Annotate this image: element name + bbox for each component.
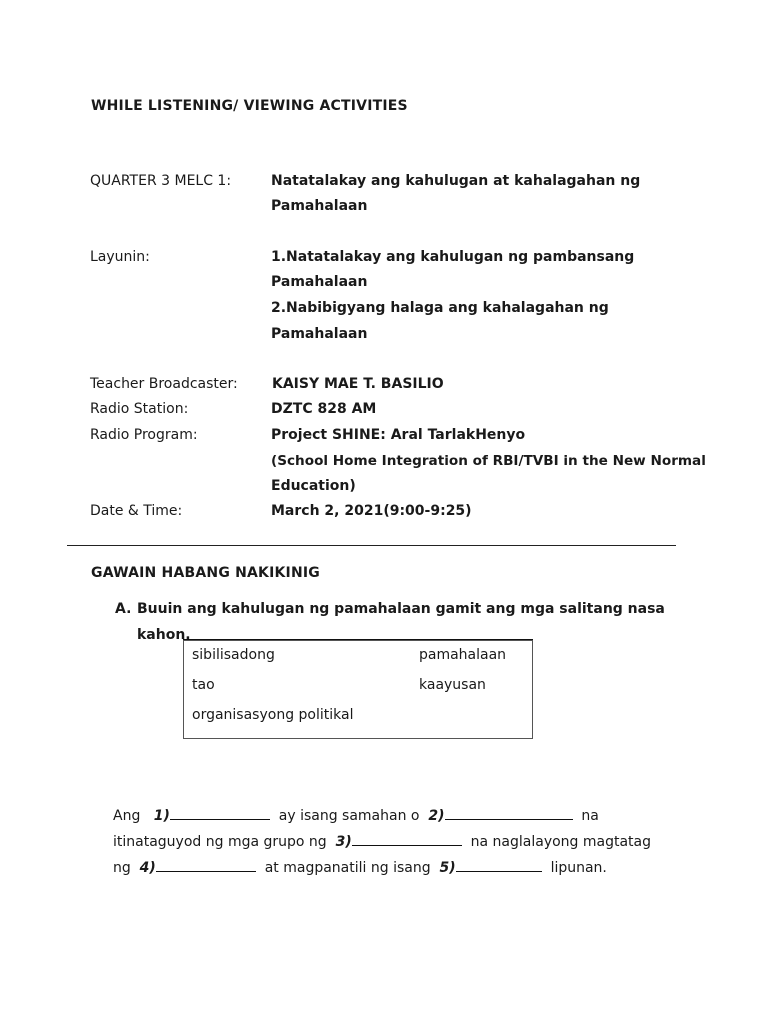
word-bank-item: kaayusan <box>419 677 486 693</box>
program-value-line1: Project SHINE: Aral TarlakHenyo <box>271 427 526 443</box>
teacher-value: KAISY MAE T. BASILIO <box>272 376 444 392</box>
program-value-line3: Education) <box>271 478 356 494</box>
layunin-1-line2: Pamahalaan <box>271 274 368 290</box>
program-value-line2: (School Home Integration of RBI/TVBI in the New Normal <box>271 453 706 469</box>
answer-blank-2[interactable] <box>445 806 573 820</box>
station-value: DZTC 828 AM <box>271 401 377 417</box>
quarter-value-line1: Natatalakay ang kahulugan at kahalagahan ng <box>271 173 641 189</box>
activity-title: GAWAIN HABANG NAKIKINIG <box>91 565 320 581</box>
sentence-text: ay isang samahan o <box>278 808 420 824</box>
word-bank-box <box>183 640 533 739</box>
answer-blank-4[interactable] <box>156 858 256 872</box>
section-divider <box>67 545 676 546</box>
teacher-label: Teacher Broadcaster: <box>90 376 238 392</box>
blank-number-3: 3) <box>335 834 352 850</box>
quarter-label: QUARTER 3 MELC 1: <box>90 173 232 189</box>
sentence-line-1 <box>113 806 599 824</box>
layunin-label: Layunin: <box>90 249 150 265</box>
program-label: Radio Program: <box>90 427 198 443</box>
instruction-line2: kahon. <box>137 627 191 643</box>
word-bank-item: organisasyong politikal <box>192 707 354 723</box>
quarter-value-line2: Pamahalaan <box>271 198 368 214</box>
sentence-text: at magpanatili ng isang <box>264 860 431 876</box>
sentence-text: itinataguyod ng mga grupo ng <box>113 834 327 850</box>
sentence-text: Ang <box>113 808 141 824</box>
date-label: Date & Time: <box>90 503 183 519</box>
layunin-2-line1: 2.Nabibigyang halaga ang kahalagahan ng <box>271 300 609 316</box>
sentence-text: lipunan. <box>550 860 607 876</box>
layunin-2-line2: Pamahalaan <box>271 326 368 342</box>
blank-number-4: 4) <box>139 860 156 876</box>
word-bank-item: tao <box>192 677 215 693</box>
answer-blank-3[interactable] <box>352 832 462 846</box>
date-value: March 2, 2021(9:00-9:25) <box>271 503 472 519</box>
blank-number-1: 1) <box>153 808 170 824</box>
answer-blank-5[interactable] <box>456 858 542 872</box>
sentence-text: ng <box>113 860 131 876</box>
blank-number-5: 5) <box>439 860 456 876</box>
word-bank-item: sibilisadong <box>192 647 275 663</box>
instruction-line1: Buuin ang kahulugan ng pamahalaan gamit ang mga salitang nasa <box>137 601 665 617</box>
answer-blank-1[interactable] <box>170 806 270 820</box>
layunin-1-line1: 1.Natatalakay ang kahulugan ng pambansang <box>271 249 635 265</box>
sentence-text: na <box>581 808 599 824</box>
word-bank-item: pamahalaan <box>419 647 507 663</box>
sentence-line-2 <box>113 832 651 850</box>
instruction-letter: A. <box>115 601 132 617</box>
station-label: Radio Station: <box>90 401 189 417</box>
blank-number-2: 2) <box>428 808 445 824</box>
sentence-text: na naglalayong magtatag <box>470 834 652 850</box>
page-title: WHILE LISTENING/ VIEWING ACTIVITIES <box>91 98 408 114</box>
sentence-line-3 <box>113 858 607 876</box>
